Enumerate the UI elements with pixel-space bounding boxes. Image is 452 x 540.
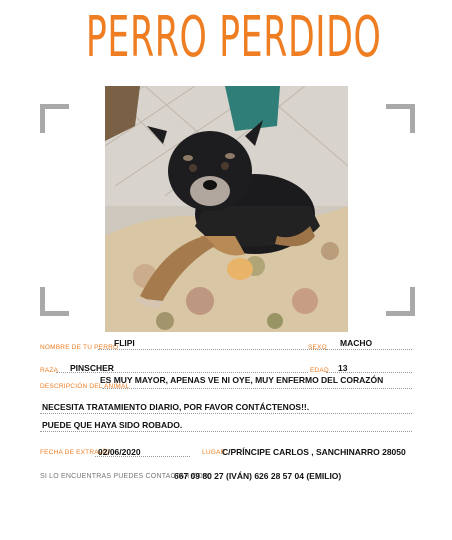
contact-row bbox=[40, 467, 412, 483]
age-label: EDAD bbox=[310, 367, 329, 374]
breed-value: PINSCHER bbox=[70, 363, 114, 373]
description-line-2: NECESITA TRATAMIENTO DIARIO, POR FAVOR CONTÁCTENOS!!. bbox=[42, 402, 310, 412]
frame-corner-top-right bbox=[386, 104, 415, 133]
name-dotted-line bbox=[98, 349, 342, 350]
sex-dotted-line bbox=[326, 349, 412, 350]
breed-row bbox=[40, 359, 412, 375]
name-row bbox=[40, 336, 412, 352]
description-row-1 bbox=[40, 375, 412, 391]
dog-photo bbox=[105, 86, 348, 332]
place-value: C/PRÍNCIPE CARLOS , SANCHINARRO 28050 bbox=[222, 447, 406, 457]
date-place-row bbox=[40, 443, 425, 459]
description-row-2 bbox=[40, 398, 412, 414]
sex-value: MACHO bbox=[340, 338, 373, 348]
breed-label: RAZA bbox=[40, 367, 59, 374]
frame-corner-bottom-right bbox=[386, 287, 415, 316]
date-label: FECHA DE EXTRAVÍO bbox=[40, 449, 111, 456]
description-dotted-line-1 bbox=[102, 388, 412, 389]
description-row-3 bbox=[40, 416, 412, 432]
contact-label: SI LO ENCUENTRAS PUEDES CONTACTAR CON: bbox=[40, 473, 211, 480]
sex-label: SEXO bbox=[308, 344, 327, 351]
description-dotted-line-2 bbox=[40, 413, 412, 414]
description-line-3: PUEDE QUE HAYA SIDO ROBADO. bbox=[42, 420, 183, 430]
description-dotted-line-3 bbox=[40, 431, 412, 432]
age-value: 13 bbox=[338, 363, 348, 373]
date-value: 02/06/2020 bbox=[98, 447, 141, 457]
frame-corner-bottom-left bbox=[40, 287, 69, 316]
description-label: DESCRIPCIÓN DEL ANIMAL bbox=[40, 383, 130, 390]
contact-value: 667 09 80 27 (IVÁN) 626 28 57 04 (EMILIO) bbox=[174, 471, 342, 481]
description-line-1: ES MUY MAYOR, APENAS VE NI OYE, MUY ENFERMO DEL CORAZÓN bbox=[100, 375, 384, 385]
poster-title: PERRO PERDIDO bbox=[85, 5, 382, 70]
frame-corner-top-left bbox=[40, 104, 69, 133]
name-label: NOMBRE DE TU PERRO bbox=[40, 344, 119, 351]
place-label: LUGAR bbox=[202, 449, 226, 456]
name-value: FLIPI bbox=[114, 338, 135, 348]
